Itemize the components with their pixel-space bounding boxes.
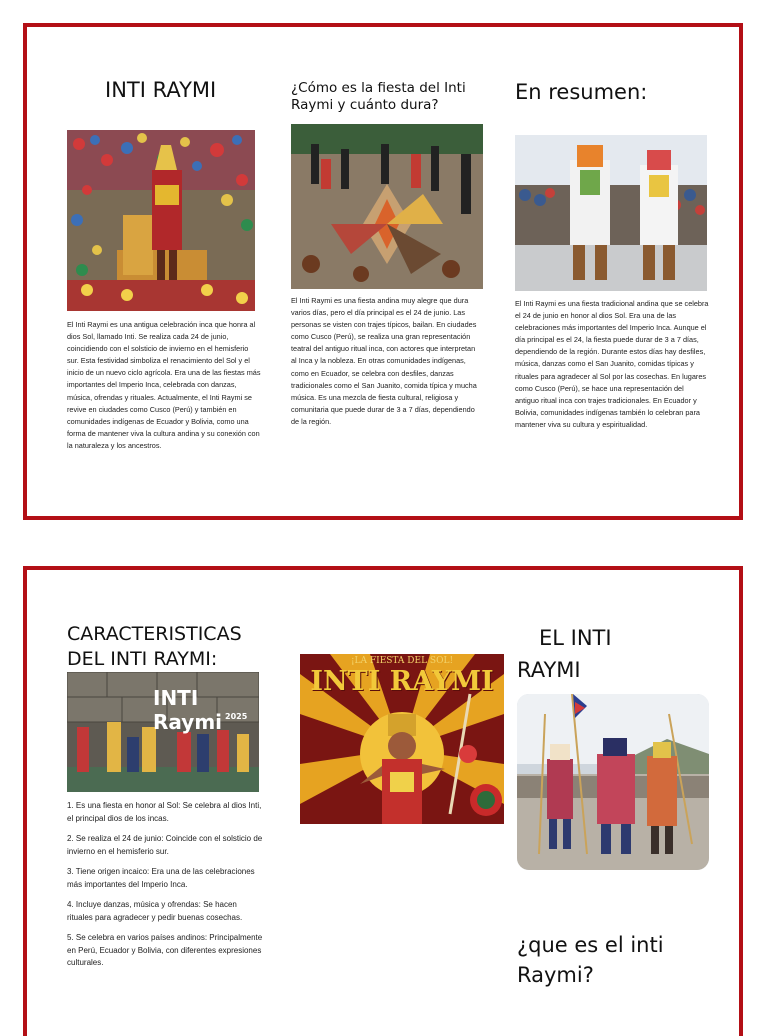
banner-year: 2025 [225,712,248,721]
poster-top-text: ¡LA FIESTA DEL SOL! [350,656,454,666]
col3-title: EL INTI RAYMI [517,626,612,682]
brochure-page-1 [23,23,743,520]
characteristics-list [67,800,263,978]
list-item: 4. Incluye danzas, música y ofrendas: Se hacen rituales para agradecer y pedir buenas cosechas. [67,900,243,922]
col1-title: CARACTERISTICAS DEL INTI RAYMI: [67,623,242,670]
col3-text: El Inti Raymi es una fiesta tradicional andina que se celebra el 24 de junio en honor al dios Sol. Era una de las celebraciones más importantes del Imperio Inca. Aunque el día principal es el 24, la fiesta puede durar de 3 a 7 días, dependiendo de la región. Durante estos días hay desfiles, música, danzas como el San Juanito, comidas típicas y rituales para agradecer al Sol por las cosechas. En lugares como Cusco (Perú), se hace una representación del antiguo ritual inca con trajes tradicionales. En Ecuador y Bolivia, comunidades indígenas también lo celebran para mantener viva su cultura y espiritualidad. [515,299,709,429]
col1-title: INTI RAYMI [105,78,217,102]
list-item: 2. Se realiza el 24 de junio: Coincide con el solsticio de invierno en el hemisferio sur. [67,834,263,856]
question-heading: ¿que es el inti Raymi? [517,933,664,987]
col2-text: El Inti Raymi es una fiesta andina muy alegre que dura varios días, pero el día principal es el 24 de junio. Las personas se visten con trajes típicos, bailan. En ciudades como Cusco (Perú), se realiza una gran representación teatral del antiguo ritual inca, con actores que interpretan al Inca y la nobleza. En otras comunidades indígenas, como en Ecuador, se celebra con desfiles, danzas tradicionales como el San Juanito, comida típica y mucha música. Es una mezcla de fiesta cultural, religiosa y comunitaria que puede durar de 3 a 7 días, dependiendo de la región. [291,296,477,426]
banner-text: INTI Raymi [153,686,223,734]
inca-king-photo [67,130,255,311]
masked-dancers-photo [515,135,707,291]
list-item: 3. Tiene origen incaico: Era una de las celebraciones más importantes del Imperio Inca. [67,867,255,889]
inti-raymi-banner-photo [67,672,259,792]
brochure-page-2 [23,566,743,1036]
col3-title: En resumen: [515,80,648,104]
list-item: 5. Se celebra en varios países andinos: Principalmente en Perú, Ecuador y Bolivia, con diferentes expresiones culturales. [67,933,263,967]
fiesta-del-sol-poster [300,654,504,824]
list-item: 1. Es una fiesta en honor al Sol: Se celebra al dios Inti, el principal dios de los incas. [67,801,262,823]
col2-title: ¿Cómo es la fiesta del Inti Raymi y cuánto dura? [291,80,466,113]
andean-dancers-photo [517,694,709,870]
ritual-ceremony-photo [291,124,483,289]
poster-title: INTI RAYMI [310,666,494,697]
col1-text: El Inti Raymi es una antigua celebración inca que honra al dios Sol, llamado Inti. Se realiza cada 24 de junio, coincidiendo con el solsticio de invierno en el hemisferio sur. Esta festividad simboliza el renacimiento del Sol y el inicio de un nuevo ciclo agrícola. Era una de las fiestas más importantes del Imperio Inca, celebrada con danzas, música, ofrendas y rituales. Actualmente, el Inti Raymi se revive en ciudades como Cusco (Perú) y también en comunidades indígenas de Ecuador y Bolivia, como una forma de mantener viva la cultura andina y su conexión con la naturaleza y los ancestros. [67,320,261,450]
